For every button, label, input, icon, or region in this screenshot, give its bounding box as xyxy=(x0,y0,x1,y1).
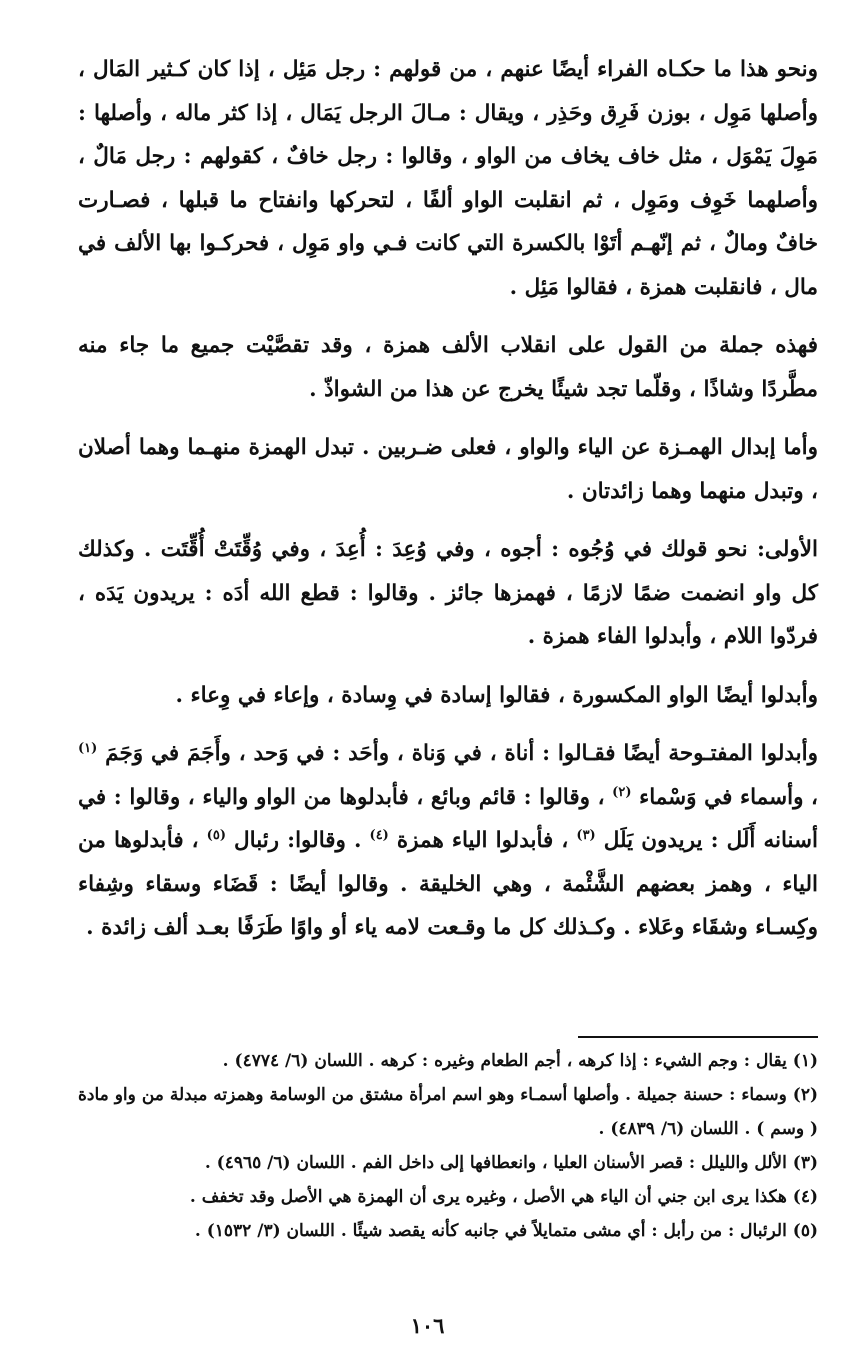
paragraph-3: وأما إبدال الهمـزة عن الياء والواو ، فعلى ضـربين . تبدل الهمزة منهـما وهما أصلان ، وتبدل منهما وهما زائدتان . xyxy=(78,435,818,504)
footnote-divider xyxy=(578,1036,818,1038)
footnote-ref-2: (٢) xyxy=(612,784,632,800)
footnote-5: (٥) الرئبال : من رأبل : أي مشى متمايلاً في جانبه كأنه يقصد شيئًا . اللسان (٣/ ١٥٣٢) . xyxy=(194,1221,818,1241)
paragraph-5: وأبدلوا أيضًا الواو المكسورة ، فقالوا إسادة في وِسادة ، وإعاء في وِعاء . xyxy=(175,682,818,708)
footnotes xyxy=(78,1044,818,1248)
footnote-1: (١) يقال : وجم الشيء : إذا كرهه ، أجم الطعام وغيره : كرهه . اللسان (٦/ ٤٧٧٤) . xyxy=(222,1051,818,1071)
paragraph-2: فهذه جملة من القول على انقلاب الألف همزة ، وقد تقصَّيْت جميع ما جاء منه مطَّردًا وشاذًا ، وقلّما تجد شيئًا يخرج عن هذا من الشواذّ . xyxy=(78,333,818,402)
main-text xyxy=(78,48,818,965)
footnote-3: (٣) الألل والليلل : قصر الأسنان العليا ، وانعطافها إلى داخل الفم . اللسان (٦/ ٤٩٦٥) . xyxy=(204,1153,818,1173)
paragraph-6 xyxy=(78,732,818,950)
paragraph-6-text: وأبدلوا المفتـوحة أيضًا فقـالوا : أناة ، في وَناة ، وأحَد : في وَحد ، وأَجَمَ في وَجَمَ $^{(١)}$ ، وأسماء في وَسْماء $^{(٢)}$ ، وقالوا : قائم وبائع ، فأبدلوها من الواو والياء ، وقالوا : في أسنانه أَلَل : يريدون يَلَل $^{(٣)}$ ، فأبدلوا الياء همزة $^{(٤)}$ . وقالوا: رئبال $^{(٥)}$ ، فأبدلوها من الياء ، وهمز بعضهم الشَّئْمة ، وهي الخليقة . وقالوا أيضًا : قَضَاء وسقاء وشِفاء وكِسـاء وشقَاء وعَلاء . وكـذلك كل ما وقـعت لامه ياء أو واوًا طَرَفًا بعـد ألف زائدة . xyxy=(78,740,818,940)
paragraph-1: ونحو هذا ما حكـاه الفراء أيضًا عنهم ، من قولهم : رجل مَئِل ، إذا كان كـثير المَال ، وأصلها مَوِل ، بوزن فَرِق وحَذِر ، ويقال : مـالَ الرجل يَمَال ، إذا كثر ماله ، وأصلها : مَوِلَ يَمْوَل ، مثل خاف يخاف من الواو ، وقالوا : رجل خافٌ ، كقولهم : رجل مَالٌ ، وأصلهما خَوِف ومَوِل ، ثم انقلبت الواو ألفًا ، لتحركها وانفتاح ما قبلها ، فصـارت خافٌ ومالٌ ، ثم إنّهـم أتَوْا بالكسرة التي كانت فـي واو مَوِل ، فحركـوا بها الألف في مال ، فانقلبت همزة ، فقالوا مَئِل . xyxy=(78,57,818,300)
page-number: ١٠٦ xyxy=(410,1313,445,1338)
footnote-ref-4: (٤) xyxy=(369,827,389,843)
footnote-ref-1: (١) xyxy=(78,740,98,756)
footnote-ref-5: (٥) xyxy=(206,827,226,843)
footnote-4: (٤) هكذا يرى ابن جني أن الياء هي الأصل ، وغيره يرى أن الهمزة هي الأصل وقد تخفف . xyxy=(189,1187,818,1207)
footnote-2: (٢) وسماء : حسنة جميلة . وأصلها أسمـاء وهو اسم امرأة مشتق من الوسامة وهمزته مبدلة من واو مادة ( وسم ) . اللسان (٦/ ٤٨٣٩) . xyxy=(78,1085,818,1139)
footnote-ref-3: (٣) xyxy=(576,827,596,843)
paragraph-4: الأولى: نحو قولك في وُجُوه : أجوه ، وفي وُعِدَ : أُعِدَ ، وفي وُقِّتَتْ أُقِّتَت . وكذلك كل واو انضمت ضمًا لازمًا ، فهمزها جائز . وقالوا : قطع الله أدَه : يريدون يَدَه ، فردّوا اللام ، وأبدلوا الفاء همزة . xyxy=(78,537,818,649)
